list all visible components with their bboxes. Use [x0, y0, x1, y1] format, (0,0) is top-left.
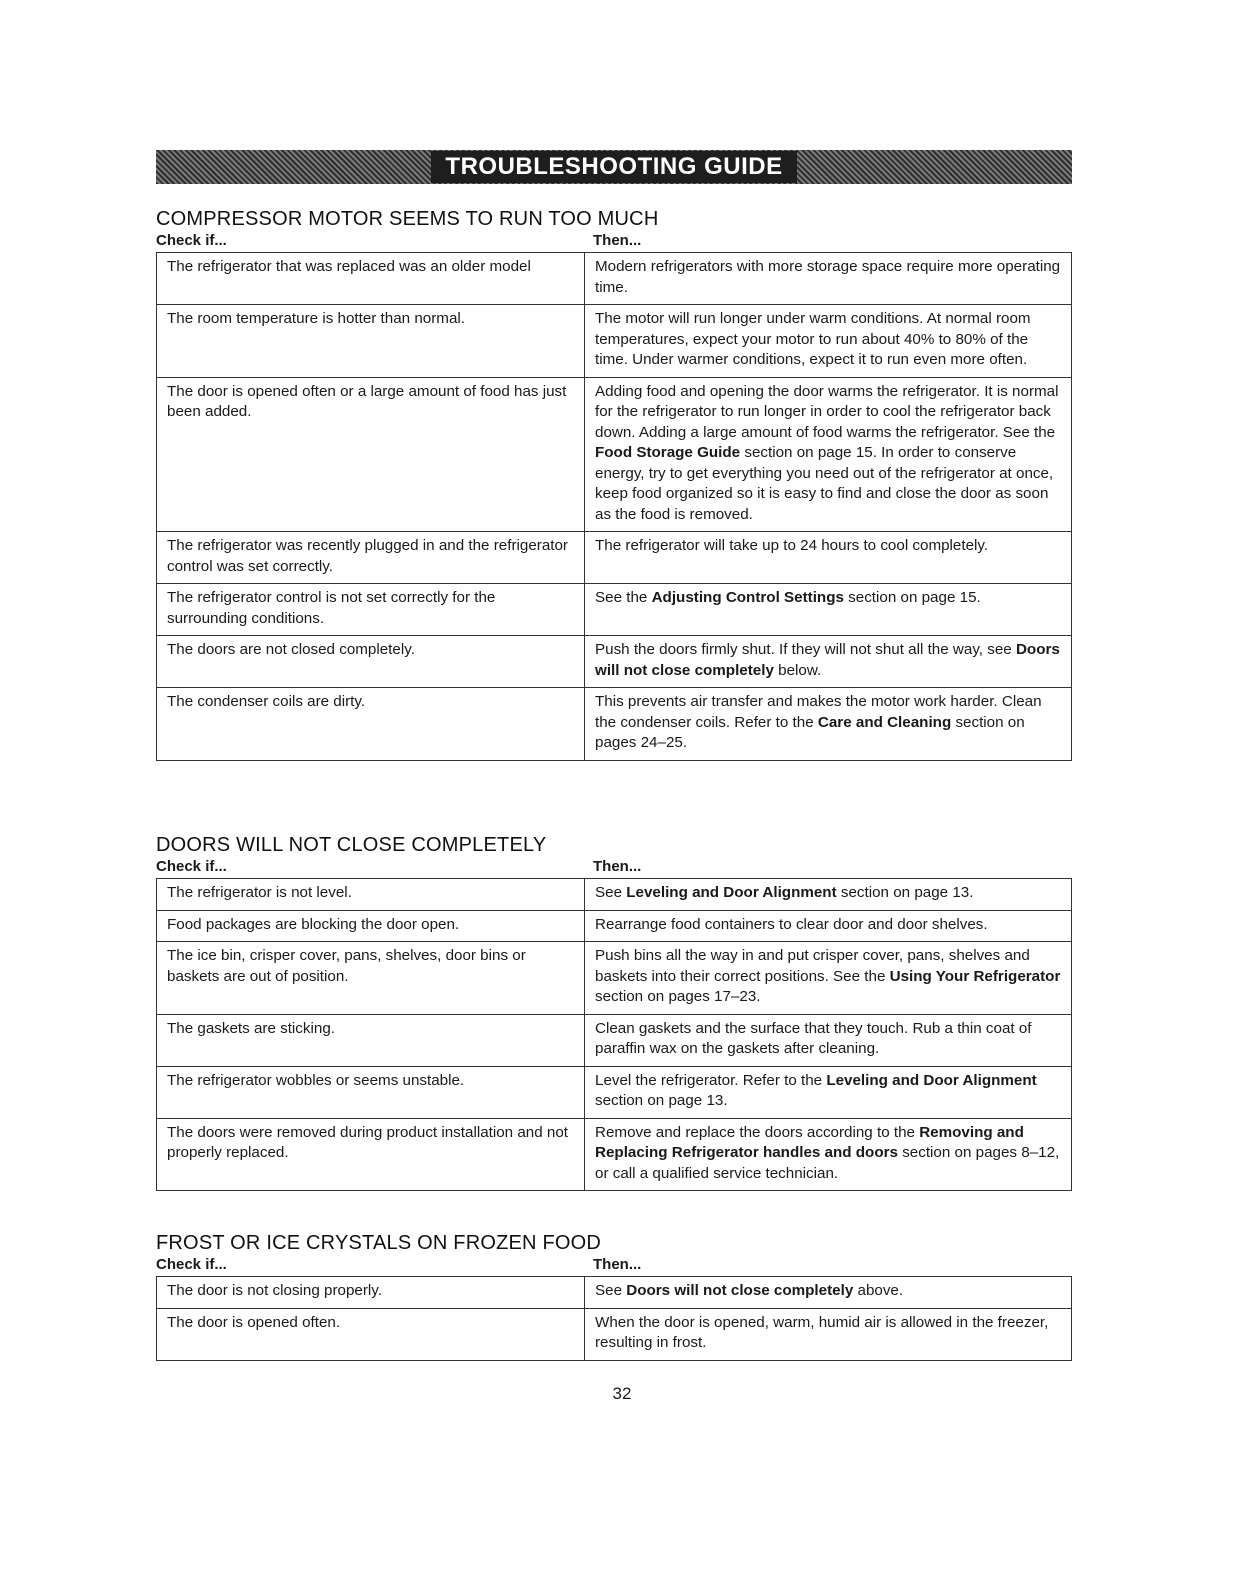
check-cell: The door is not closing properly.: [157, 1277, 585, 1309]
check-cell: Food packages are blocking the door open.: [157, 910, 585, 942]
then-cell: [585, 305, 1072, 378]
check-if-label: Check if...: [156, 232, 227, 249]
section-compressor: [156, 208, 1072, 761]
then-text: Push bins all the way in and put crisper cover, pans, shelves and baskets into their correct positions. See the: [595, 947, 1030, 985]
bold-reference: Doors will not close completely: [595, 641, 1060, 679]
troubleshooting-table: [156, 1276, 1072, 1361]
table-row: [157, 879, 1072, 911]
then-cell: [585, 942, 1072, 1015]
then-text: Modern refrigerators with more storage space require more operating time.: [595, 258, 1061, 296]
then-cell: [585, 1308, 1072, 1360]
table-row: [157, 910, 1072, 942]
then-cell: [585, 1014, 1072, 1066]
check-cell: The refrigerator control is not set correctly for the surrounding conditions.: [157, 584, 585, 636]
then-cell: [585, 377, 1072, 532]
table-row: [157, 584, 1072, 636]
check-cell: The refrigerator wobbles or seems unstable.: [157, 1066, 585, 1118]
check-cell: The gaskets are sticking.: [157, 1014, 585, 1066]
section-heading: COMPRESSOR MOTOR SEEMS TO RUN TOO MUCH: [156, 208, 659, 230]
then-label: Then...: [593, 858, 642, 875]
bold-reference: Food Storage Guide: [595, 444, 741, 461]
section-doors: [156, 834, 1072, 1191]
then-text: section on pages 17–23.: [595, 988, 761, 1005]
bold-reference: Care and Cleaning: [817, 713, 952, 731]
table-row: [157, 1277, 1072, 1309]
check-cell: The refrigerator that was replaced was an older model: [157, 253, 585, 305]
title-banner: [156, 150, 1072, 184]
then-cell: [585, 1277, 1072, 1309]
section-heading: FROST OR ICE CRYSTALS ON FROZEN FOOD: [156, 1232, 602, 1254]
then-text: section on page 13.: [836, 884, 974, 901]
then-text: below.: [773, 661, 822, 679]
then-text: Remove and replace the doors according to the: [595, 1123, 920, 1141]
then-cell: [585, 532, 1072, 584]
then-text: See the: [595, 589, 652, 606]
troubleshooting-table: [156, 252, 1072, 761]
then-cell: [585, 1066, 1072, 1118]
check-cell: The door is opened often or a large amount of food has just been added.: [157, 377, 585, 532]
then-text: See: [595, 884, 627, 901]
then-text: The refrigerator will take up to 24 hours to cool completely.: [595, 537, 989, 554]
then-cell: [585, 584, 1072, 636]
check-cell: The ice bin, crisper cover, pans, shelves, door bins or baskets are out of position.: [157, 942, 585, 1015]
table-row: [157, 1066, 1072, 1118]
check-cell: The refrigerator is not level.: [157, 879, 585, 911]
table-row: [157, 942, 1072, 1015]
then-text: Adding food and opening the door warms the refrigerator. It is normal for the refrigerator to run longer in order to cool the refrigerator back down. Adding a large amount of food warms the refrigerator. See the: [595, 382, 1059, 441]
table-row: [157, 688, 1072, 761]
bold-reference: Removing and Replacing Refrigerator handles and doors: [595, 1123, 1024, 1161]
then-text: This prevents air transfer and makes the motor work harder. Clean the condenser coils. Refer to the: [595, 693, 1042, 731]
then-text: section on pages 24–25.: [595, 713, 1025, 751]
then-text: section on page 15.: [843, 589, 981, 606]
then-text: above.: [853, 1282, 904, 1299]
table-row: [157, 1308, 1072, 1360]
check-cell: The room temperature is hotter than normal.: [157, 305, 585, 378]
table-row: [157, 377, 1072, 532]
then-cell: [585, 688, 1072, 761]
then-text: section on page 15. In order to conserve energy, try to get everything you need out of the refrigerator at once, keep food organized so it is easy to find and close the door as soon as the food is removed.: [595, 444, 1054, 523]
column-headers: [156, 856, 1072, 876]
check-if-label: Check if...: [156, 1256, 227, 1273]
check-cell: The refrigerator was recently plugged in and the refrigerator control was set correctly.: [157, 532, 585, 584]
table-row: [157, 305, 1072, 378]
page-number: 32: [612, 1384, 632, 1403]
table-row: [157, 636, 1072, 688]
then-text: section on page 13.: [595, 1092, 728, 1109]
section-heading: DOORS WILL NOT CLOSE COMPLETELY: [156, 834, 547, 856]
bold-reference: Adjusting Control Settings: [651, 589, 844, 606]
check-cell: The doors were removed during product installation and not properly replaced.: [157, 1118, 585, 1191]
then-label: Then...: [593, 232, 642, 249]
column-headers: [156, 1254, 1072, 1274]
then-text: Rearrange food containers to clear door and door shelves.: [595, 915, 988, 933]
then-cell: [585, 253, 1072, 305]
bold-reference: Doors will not close completely: [626, 1282, 854, 1299]
then-cell: [585, 879, 1072, 911]
then-cell: [585, 910, 1072, 942]
then-text: Push the doors firmly shut. If they will not shut all the way, see: [595, 641, 1016, 658]
check-cell: The door is opened often.: [157, 1308, 585, 1360]
then-cell: [585, 1118, 1072, 1191]
then-text: The motor will run longer under warm conditions. At normal room temperatures, expect your motor to run about 40% to 80% of the time. Under warmer conditions, expect it to run even more often.: [595, 310, 1031, 368]
bold-reference: Leveling and Door Alignment: [626, 884, 837, 901]
table-row: [157, 1118, 1072, 1191]
troubleshooting-table: [156, 878, 1072, 1191]
then-text: Clean gaskets and the surface that they touch. Rub a thin coat of paraffin wax on the gaskets after cleaning.: [595, 1019, 1032, 1057]
column-headers: [156, 230, 1072, 250]
then-text: When the door is opened, warm, humid air is allowed in the freezer, resulting in frost.: [595, 1313, 1049, 1351]
then-cell: [585, 636, 1072, 688]
then-text: Level the refrigerator. Refer to the: [595, 1071, 827, 1089]
bold-reference: Using Your Refrigerator: [889, 967, 1061, 985]
bold-reference: Leveling and Door Alignment: [826, 1071, 1037, 1089]
section-frost: [156, 1232, 1072, 1361]
table-row: [157, 253, 1072, 305]
table-row: [157, 1014, 1072, 1066]
then-label: Then...: [593, 1256, 642, 1273]
then-text: See: [595, 1282, 627, 1299]
check-cell: The condenser coils are dirty.: [157, 688, 585, 761]
table-row: [157, 532, 1072, 584]
page-title: TROUBLESHOOTING GUIDE: [431, 151, 796, 183]
then-text: section on pages 8–12, or call a qualified service technician.: [595, 1144, 1060, 1182]
check-cell: The doors are not closed completely.: [157, 636, 585, 688]
check-if-label: Check if...: [156, 858, 227, 875]
